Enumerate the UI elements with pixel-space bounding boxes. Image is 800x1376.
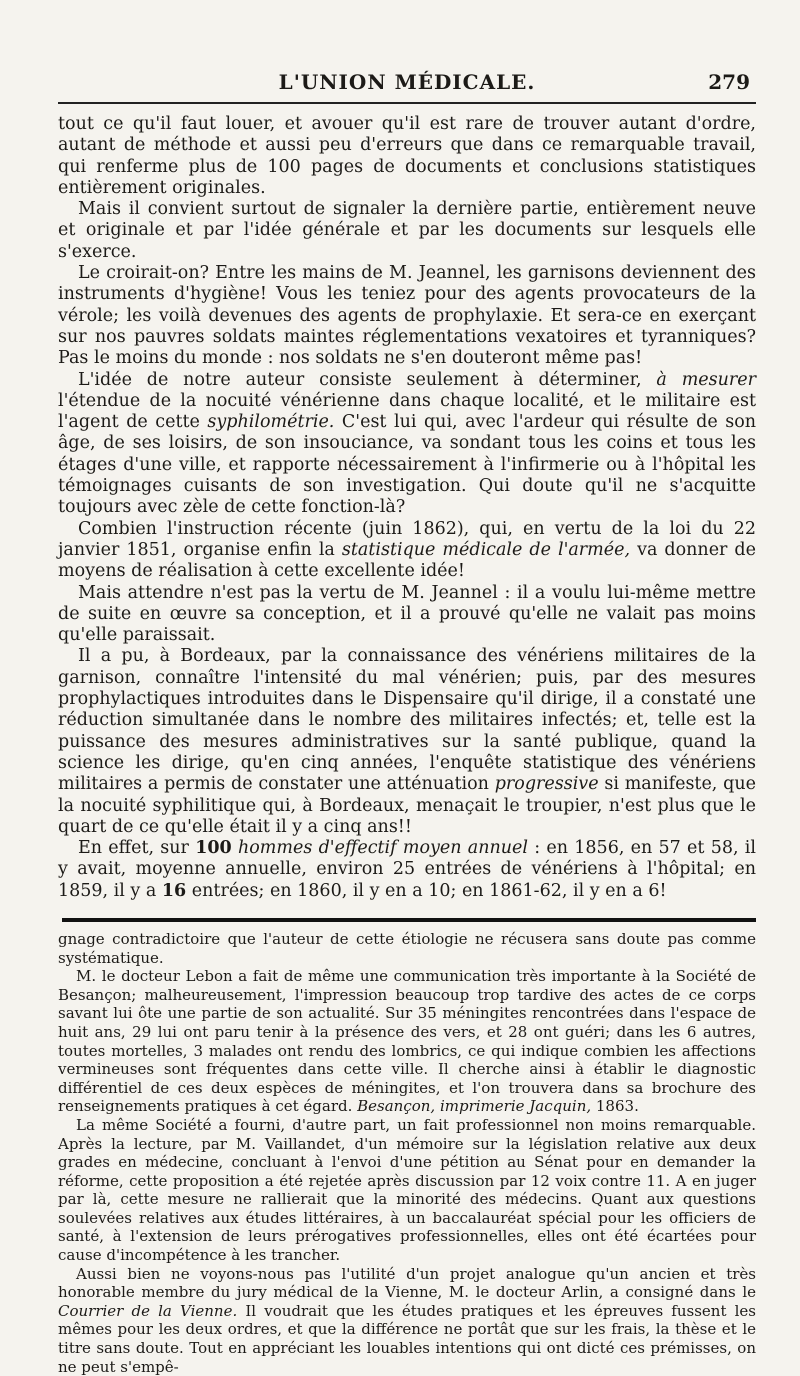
italic-run: hommes d'effectif moyen annuel bbox=[237, 838, 528, 859]
feuilleton-text bbox=[58, 930, 756, 1376]
italic-run: syphilométrie. bbox=[207, 412, 335, 433]
italic-run: Besançon, imprimerie Jacquin, bbox=[357, 1097, 592, 1116]
paragraph bbox=[58, 646, 756, 838]
text-run: 1863. bbox=[591, 1097, 639, 1116]
text-run: entrées; en 1860, il y en a 10; en 1861-62, il y en a 6! bbox=[186, 880, 667, 901]
text-run: Il voudrait que les études pratiques et les épreuves fussent les mêmes pour les deux ordres, et que la différence ne portât que sur les frais, la thèse et le titre sans doute. Tout en appréciant les louables intentions qui ont dicté ces prémisses, on ne peut s'empê- bbox=[58, 1301, 756, 1376]
text-run: va donner de moyens de réalisation à cette excellente idée! bbox=[58, 539, 756, 582]
paragraph: Mais attendre n'est pas la vertu de M. Jeannel : il a voulu lui-même mettre de suite en œuvre sa conception, et il a prouvé qu'elle ne valait pas moins qu'elle paraissait. bbox=[58, 582, 756, 646]
italic-run: Courrier de la Vienne. bbox=[58, 1301, 238, 1320]
text-run: C'est lui qui, avec l'ardeur qui résulte de son âge, de ses loisirs, de son insouciance, va sondant tous les coins et tous les étages d'une ville, et rapporte nécessairement à l'infirmerie ou à l'hôpital les témoignages cuisants de son investigation. Qui doute qu'il ne s'acquitte toujours avec zèle de cette fonction-là? bbox=[58, 412, 756, 518]
paragraph bbox=[58, 838, 756, 902]
paragraph: La même Société a fourni, d'autre part, un fait professionnel non moins remarquable. Après la lecture, par M. Vaillandet, d'un mémoire sur la législation relative aux deux grades en médecine, concluant à l'envoi d'une pétition au Sénat pour en demander la réforme, cette proposition a été rejetée après discussion par 12 voix contre 11. A en juger par là, cette mesure ne rallierait que la minorité des médecins. Quant aux questions soulevées relatives aux études littéraires, à un baccalauréat spécial pour les officiers de santé, à l'extension de leurs prérogatives professionnelles, elles ont été écartées pour cause d'incompétence à les trancher. bbox=[58, 1115, 756, 1265]
header-rule bbox=[58, 102, 756, 104]
bold-run: 100 bbox=[195, 838, 232, 859]
running-header bbox=[58, 62, 756, 96]
main-text bbox=[58, 114, 756, 902]
text-run: l'étendue de la nocuité vénérienne dans chaque localité, et le militaire est l'agent de cette bbox=[58, 390, 756, 433]
text-run: Aussi bien ne voyons-nous pas l'utilité d'un projet analogue qu'un ancien et très honorable membre du jury médical de la Vienne, M. le docteur Arlin, a consigné dans le bbox=[58, 1264, 756, 1302]
paragraph: Mais il convient surtout de signaler la dernière partie, entièrement neuve et originale et par l'idée générale et par les documents sur lesquels elle s'exerce. bbox=[58, 199, 756, 262]
journal-title: L'UNION MÉDICALE. bbox=[278, 70, 536, 94]
italic-run: progressive bbox=[494, 774, 599, 795]
text-run: M. le docteur Lebon a fait de même une communication très importante à la Société de Besançon; malheureusement, l'impression beaucoup trop tardive des actes de ce corps savant lui ôte une partie de son actualité. Sur 35 méningites rencontrées dans l'espace de huit ans, 29 lui ont paru tenir à la présence des vers, et 28 ont guéri; dans les 6 autres, toutes mortelles, 3 malades ont rendu des lombrics, ce qui indique combien les affections vermineuses sont fréquentes dans cette ville. Il cherche ainsi à établir le diagnostic différentiel de ces deux espèces de méningites, et l'on trouvera dans sa brochure des renseignements pratiques à cet égard. bbox=[58, 967, 756, 1116]
italic-run: à mesurer bbox=[656, 369, 756, 390]
text-run: si manifeste, que la nocuité syphilitique qui, à Bordeaux, menaçait le troupier, n'est plus que le quart de ce qu'elle était il y a cinq ans!! bbox=[58, 774, 756, 837]
page-number: 279 bbox=[708, 70, 750, 94]
text-run: Il a pu, à Bordeaux, par la connaissance des vénériens militaires de la garnison, connaître l'intensité du mal vénérien; puis, par des mesures prophylactiques introduites dans le Dispensaire qu'il dirige, il a constaté une réduction simultanée dans le nombre des militaires infectés; et, telle est la puissance des mesures administratives sur la santé publique, quand la science les dirige, qu'en cinq années, l'enquête statistique des vénériens militaires a permis de constater une atténuation bbox=[58, 646, 756, 795]
paragraph: tout ce qu'il faut louer, et avouer qu'il est rare de trouver autant d'ordre, autant de méthode et aussi peu d'erreurs que dans ce remarquable travail, qui renferme plus de 100 pages de documents et conclusions statistiques entièrement originales. bbox=[58, 114, 756, 198]
bold-run: 16 bbox=[161, 880, 187, 901]
footnote-separator bbox=[62, 918, 756, 922]
text-run: : en 1856, en 57 et 58, il y avait, moyenne annuelle, environ 25 entrées de vénériens à l'hôpital; en 1859, il y a bbox=[58, 838, 756, 901]
text-run: En effet, sur bbox=[78, 838, 196, 859]
paragraph bbox=[58, 370, 756, 519]
paragraph bbox=[58, 519, 756, 583]
italic-run: statistique médicale de l'armée, bbox=[341, 539, 631, 560]
text-run: Combien l'instruction récente (juin 1862), qui, en vertu de la loi du 22 janvier 1851, organise enfin la bbox=[58, 518, 756, 560]
paragraph bbox=[58, 967, 756, 1116]
paragraph: Le croirait-on? Entre les mains de M. Jeannel, les garnisons deviennent des instruments d'hygiène! Vous les teniez pour des agents provocateurs de la vérole; les voilà devenues des agents de prophylaxie. Et sera-ce en exerçant sur nos pauvres soldats maintes réglementations vexatoires et tyranniques? Pas le moins du monde : nos soldats ne s'en douteront même pas! bbox=[58, 263, 756, 369]
paragraph: gnage contradictoire que l'auteur de cette étiologie ne récusera sans doute pas comme systématique. bbox=[58, 929, 756, 967]
text-run: L'idée de notre auteur consiste seulement à déterminer, bbox=[78, 369, 657, 390]
paragraph bbox=[58, 1265, 756, 1376]
